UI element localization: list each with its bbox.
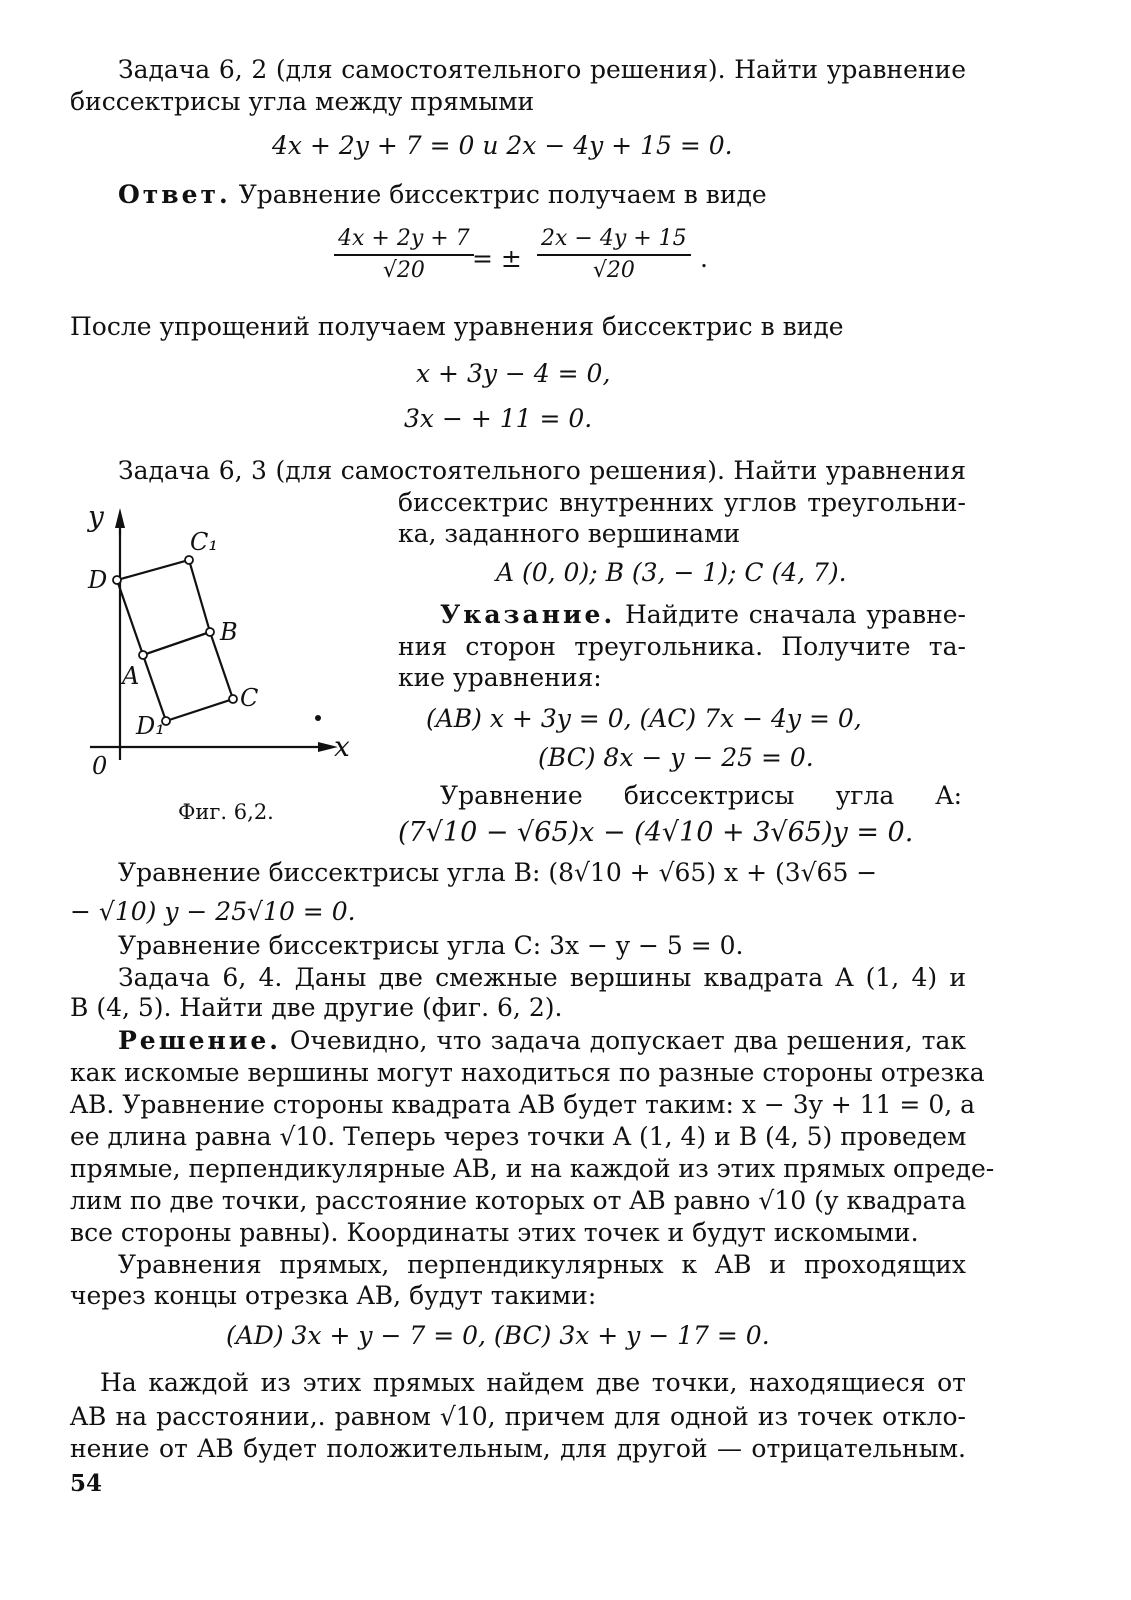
bisector-equation-1: x + 3y − 4 = 0, [416,359,611,388]
fraction-right-numerator: 2x − 4y + 15 [541,226,687,251]
problem-6-2-line-2: биссектрисы угла между прямыми [70,87,535,116]
final-line-1: На каждой из этих прямых найдем две точки, находящиеся от [100,1368,966,1397]
hint-line-1 [440,602,966,627]
angle-a-line-1: Уравнение биссектрисы угла A: [440,781,962,810]
label-y: y [88,500,104,533]
after-simplification-text: После упрощений получаем уравнения биссектрис в виде [70,312,844,341]
bisector-equation-2: 3x − + 11 = 0. [404,404,593,433]
problem-6-4-line-1: Задача 6, 4. Даны две смежные вершины квадрата A (1, 4) и [118,963,966,992]
fraction-left-numerator: 4x + 2y + 7 [338,226,470,251]
perpendicular-line-1: Уравнения прямых, перпендикулярных к AB и проходящих [118,1250,966,1279]
final-line-2: AB на расстоянии,. равном √10, причем для одной из точек откло- [70,1402,966,1431]
solution-line-4: ее длина равна √10. Теперь через точки A (1, 4) и B (4, 5) проведем [70,1122,967,1151]
page-number: 54 [70,1470,103,1497]
fraction-right-denominator: √20 [592,258,635,283]
figure-caption: Фиг. 6,2. [178,800,274,824]
label-d1: D₁ [136,712,165,740]
solution-line-3: AB. Уравнение стороны квадрата AB будет таким: x − 3y + 11 = 0, а [70,1090,976,1119]
point-c [229,695,237,703]
problem-6-3-line-3: ка, заданного вершинами [398,519,741,548]
figure-6-2 [70,500,370,790]
angle-b-line-1: Уравнение биссектрисы угла B: (8√10 + √65) x + (3√65 − [118,858,878,887]
angle-a-equation: (7√10 − √65)x − (4√10 + 3√65)y = 0. [398,817,914,848]
label-c1: C₁ [190,528,218,556]
problem-6-4-line-2: B (4, 5). Найти две другие (фиг. 6, 2). [70,993,563,1022]
angle-c-equation: Уравнение биссектрисы угла C: 3x − y − 5 = 0. [118,931,744,960]
fraction-right [537,228,691,282]
solution-line-7: все стороны равны). Координаты этих точек и будут искомыми. [70,1218,919,1247]
answer-label: Ответ. [118,180,231,209]
angle-b-line-2: − √10) y − 25√10 = 0. [70,897,356,926]
triangle-vertices: A (0, 0); B (3, − 1); C (4, 7). [496,558,847,587]
perpendicular-equations: (AD) 3x + y − 7 = 0, (BC) 3x + y − 17 = 0. [226,1321,770,1350]
solution-text-1: Очевидно, что задача допускает два решения, так [289,1026,966,1055]
label-a: A [122,662,140,690]
final-line-3: нение от AB будет положительным, для другой — отрицательным. [70,1434,966,1463]
fraction-left [334,228,474,282]
solution-label: Решение. [118,1026,281,1055]
label-x: x [334,730,350,763]
hint-line-2: ния сторон треугольника. Получите та- [398,632,966,661]
answer-line [118,182,767,207]
solution-line-5: прямые, перпендикулярные AB, и на каждой из этих прямых опреде- [70,1154,995,1183]
label-c: C [240,684,259,712]
problem-6-2-equation: 4x + 2y + 7 = 0 и 2x − 4y + 15 = 0. [272,131,733,160]
label-b: B [220,618,238,646]
problem-6-3-line-1: Задача 6, 3 (для самостоятельного решения). Найти уравнения [118,456,966,485]
problem-6-2-line-1: Задача 6, 2 (для самостоятельного решения). Найти уравнение [118,55,966,84]
hint-text-1: Найдите сначала уравне- [624,600,966,629]
y-axis-arrow [115,508,125,528]
point-b [206,628,214,636]
label-d: D [88,566,108,594]
side-equation-bc: (BC) 8x − y − 25 = 0. [538,743,814,772]
solution-line-2: как искомые вершины могут находиться по разные стороны отрезка [70,1058,985,1087]
point-a [139,651,147,659]
hint-line-3: кие уравнения: [398,663,602,692]
label-o: 0 [92,752,108,780]
stray-dot [315,715,321,721]
side-equations-ab-ac: (AB) x + 3y = 0, (AC) 7x − 4y = 0, [426,704,862,733]
answer-text: Уравнение биссектрис получаем в виде [238,180,767,209]
point-c1 [185,556,193,564]
perpendicular-line-2: через концы отрезка AB, будут такими: [70,1281,597,1310]
hint-label: Указание. [440,600,616,629]
point-d [113,576,121,584]
fraction-period: . [700,244,708,273]
solution-line-6: лим по две точки, расстояние которых от AB равно √10 (у квадрата [70,1186,967,1215]
upper-square [117,560,210,655]
solution-line-1 [118,1028,966,1053]
problem-6-3-line-2: биссектрис внутренних углов треугольни- [398,488,966,517]
fraction-equals-pm: = ± [472,244,522,273]
fraction-left-denominator: √20 [382,258,425,283]
